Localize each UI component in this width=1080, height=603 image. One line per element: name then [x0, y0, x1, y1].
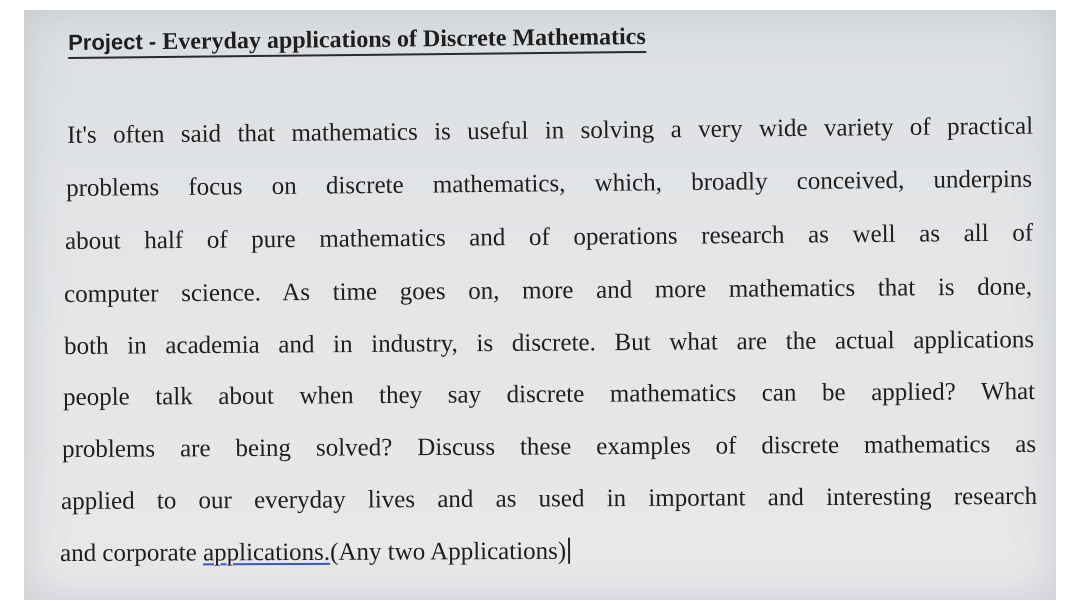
- paragraph-line-6: people talk about when they say discrete mathematics can be applied? What: [63, 378, 1036, 411]
- paragraph-line-4: computer science. As time goes on, more and more mathematics that is done,: [64, 273, 1033, 308]
- paragraph-line-3: about half of pure mathematics and of operations research as well as all of: [65, 219, 1034, 255]
- title-underlined-text: [68, 24, 646, 59]
- applications-link[interactable]: applications.: [202, 538, 331, 567]
- document-title: [68, 24, 646, 57]
- last-line-suffix: (Any two Applications): [330, 537, 567, 566]
- paragraph-line-9: [60, 538, 570, 568]
- paragraph-line-2: problems focus on discrete mathematics, which, broadly conceived, underpins: [66, 165, 1033, 202]
- paragraph-line-1: It's often said that mathematics is useful in solving a very wide variety of practical: [67, 112, 1034, 149]
- paragraph-line-8: applied to our everyday lives and as used in important and interesting research: [61, 482, 1038, 515]
- text-cursor: [568, 538, 570, 564]
- last-line-prefix: and corporate: [60, 539, 204, 567]
- paragraph-line-5: both in academia and in industry, is discrete. But what are the actual applications: [64, 326, 1035, 360]
- paragraph-line-7: problems are being solved? Discuss these examples of discrete mathematics as: [62, 430, 1037, 463]
- title-rest: Everyday applications of Discrete Mathematics: [162, 23, 646, 56]
- title-label: Project -: [68, 29, 163, 55]
